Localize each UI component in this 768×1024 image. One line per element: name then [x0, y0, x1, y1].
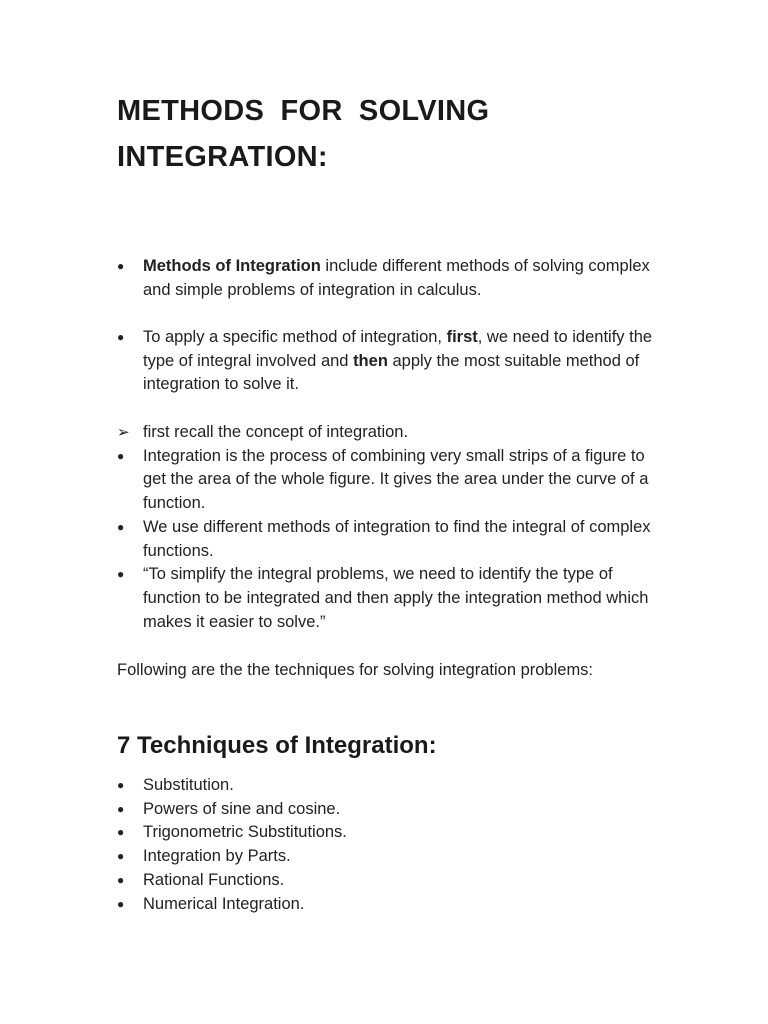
bullet-icon: ●: [117, 778, 125, 792]
bold-term: then: [353, 351, 388, 370]
list-item-text: To apply a specific method of integration,: [143, 328, 447, 346]
list-item-text: first recall the concept of integration.: [143, 423, 409, 441]
bold-term: Methods of Integration: [143, 257, 321, 275]
title-line-2: INTEGRATION:: [117, 141, 328, 173]
bullet-icon: ●: [117, 259, 125, 273]
bold-term: first: [446, 328, 478, 346]
bullet-icon: ●: [117, 519, 125, 534]
list-item: [117, 869, 662, 893]
bullet-icon: ●: [117, 448, 125, 463]
list-item: [117, 421, 662, 445]
bullet-icon: ●: [117, 872, 125, 887]
list-item-text: , we need to identify the type of integral involved and: [143, 328, 653, 370]
list-item-text: Integration by Parts.: [143, 847, 291, 866]
bullet-icon: ●: [117, 330, 125, 344]
list-item: [117, 563, 662, 634]
list-item: [117, 255, 662, 302]
list-item-text: Powers of sine and cosine.: [143, 799, 341, 818]
list-item: [117, 445, 662, 516]
concept-list: [117, 421, 662, 634]
intro-list-2: [117, 326, 662, 397]
following-paragraph: Following are the the techniques for solving integration problems:: [117, 661, 594, 679]
intro-list: [117, 255, 662, 302]
list-item: [117, 798, 662, 822]
list-item-text: We use different methods of integration to find the integral of complex functions.: [143, 517, 651, 560]
list-item-text: apply the most suitable method of integration to solve it.: [143, 351, 640, 394]
list-item: [117, 821, 662, 845]
page-title: [117, 88, 677, 180]
bullet-icon: ●: [117, 849, 125, 864]
bullet-icon: ●: [117, 825, 125, 840]
list-item-text: include different methods of solving complex and simple problems of integration in calculus.: [143, 257, 650, 299]
list-item: [117, 893, 662, 917]
list-item-text: Substitution.: [143, 776, 234, 794]
list-item-text: Integration is the process of combining very small strips of a figure to get the area of the whole figure. It gives the area under the curve of a function.: [143, 446, 649, 513]
bullet-icon: ●: [117, 567, 125, 582]
arrow-bullet-icon: ➢: [117, 424, 130, 441]
list-item: [117, 774, 662, 798]
list-item: [117, 326, 662, 397]
techniques-heading: 7 Techniques of Integration:: [117, 732, 437, 759]
bullet-icon: ●: [117, 801, 125, 816]
bullet-icon: ●: [117, 896, 125, 911]
list-item-text: Numerical Integration.: [143, 894, 305, 913]
techniques-list: [117, 774, 662, 916]
list-item-text: “To simplify the integral problems, we need to identify the type of function to be integrated and then apply the integration method which makes it easier to solve.”: [143, 565, 649, 631]
list-item: [117, 845, 662, 869]
list-item-text: Trigonometric Substitutions.: [143, 823, 347, 842]
list-item: [117, 516, 662, 563]
list-item-text: Rational Functions.: [143, 870, 285, 889]
title-line-1: METHODS FOR SOLVING: [117, 95, 490, 127]
